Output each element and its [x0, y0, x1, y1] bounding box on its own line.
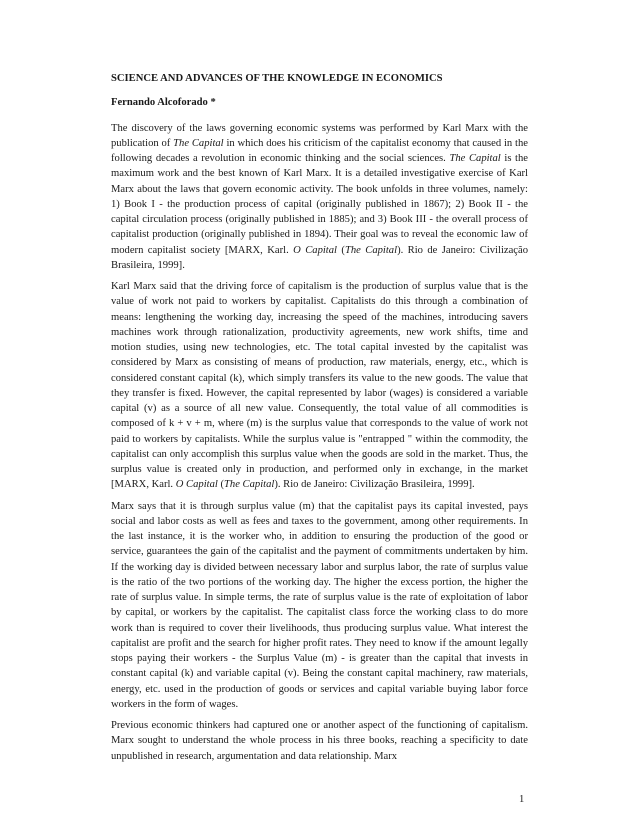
text-run: Marx says that it is through surplus value (m) that the capitalist pays its capital invested, pays social and labor costs as well as fees and taxes to the government, among other requirements. In the last instance, it is the worker who, in addition to ensuring the production of the good or service, guarantees the gain of the capitalist and the payment of commitments undertaken by him. If the working day is divided between necessary labor and surplus labor, the rate of surplus value is the ratio of the two portions of the working day. The higher the excess portion, the higher the rate of surplus value. In simple terms, the rate of surplus value is the rate of exploitation of labor by capital, or workers by the capitalist. The capitalist class force the working class to do more work than is required to cover their livelihoods, thus producing surplus value. What interest the capitalist are profit and the search for higher profit rates. They need to know if the amount legally stops paying their workers - the Surplus Value (m) - is greater than the capital that invests in constant capital (k) and variable capital (v). Being the constant capital machinery, raw materials, energy, etc. used in the production of goods or services and capital variable buying labor force workers in the form of wages.: [111, 500, 528, 710]
text-run: Karl Marx said that the driving force of capitalism is the production of surplus value that is the value of work not paid to workers by capitalist. Capitalists do this through a combination of means: lengthening the working day, increasing the speed of the machines, introducing savers machines work through rationalization, productivity agreements, new work shifts, time and motion studies, using new technologies, etc. The total capital invested by the capitalist was considered by Marx as consisting of means of production, raw materials, energy, etc., which is considered constant capital (k), which simply transfers its value to the new goods. The value that they transfer is fixed. However, the capital represented by labor (wages) is considered a variable capital (v) as a source of all new value. Consequently, the total value of all commodities is composed of k + v + m, where (m) is the surplus value that corresponds to the value of work not paid to workers by capitalists. While the surplus value is "entrapped " within the commodity, the capitalist can only accomplish this surplus value when the goods are sold in the market. Thus, the surplus value is created only in production, and performed only in exchange, in the market [MARX, Karl.: [111, 281, 528, 491]
page-number: 1: [519, 794, 525, 805]
paragraph-3: [111, 499, 528, 713]
italic-run: O Capital: [293, 244, 337, 256]
text-run: ). Rio de Janeiro: Civilização Brasileira, 1999].: [111, 244, 528, 271]
paragraph-4: [111, 718, 528, 764]
italic-run: O Capital: [175, 479, 218, 491]
text-run: Previous economic thinkers had captured one or another aspect of the functioning of capitalism. Marx sought to understand the whole process in his three books, reaching a specificity to date unpublished in research, argumentation and data relationship. Marx: [111, 720, 528, 762]
italic-run: The Capital: [224, 479, 275, 491]
italic-run: The Capital: [173, 137, 224, 149]
paragraph-1: [111, 121, 528, 274]
text-run: is the maximum work and the best known of Karl Marx. It is a detailed investigative exercise of Karl Marx about the laws that govern economic activity. The book unfolds in three volumes, namely: 1) Book I - the production process of capital (originally published in 1867); 2) Book II - the capital circulation process (originally published in 1885); and 3) Book III - the overall process of capitalist production (originally published in 1894). Their goal was to reveal the economic law of modern capitalist society [MARX, Karl.: [111, 153, 529, 256]
document-title: SCIENCE AND ADVANCES OF THE KNOWLEDGE IN ECONOMICS: [111, 73, 443, 84]
text-run: (: [337, 244, 345, 256]
paragraph-2: [111, 279, 528, 493]
italic-run: The Capital: [449, 153, 501, 164]
page-content: [111, 71, 528, 770]
text-run: in which does his criticism of the capitalist economy that caused in the following decades a revolution in economic thinking and the social sciences.: [111, 137, 528, 164]
text-run: The discovery of the laws governing economic systems was performed by Karl Marx with the publication of: [111, 122, 528, 149]
italic-run: The Capital: [344, 244, 398, 256]
author-name: Fernando Alcoforado *: [111, 97, 216, 109]
text-run: ). Rio de Janeiro: Civilização Brasileira, 1999].: [274, 479, 475, 491]
text-run: (: [217, 479, 225, 491]
